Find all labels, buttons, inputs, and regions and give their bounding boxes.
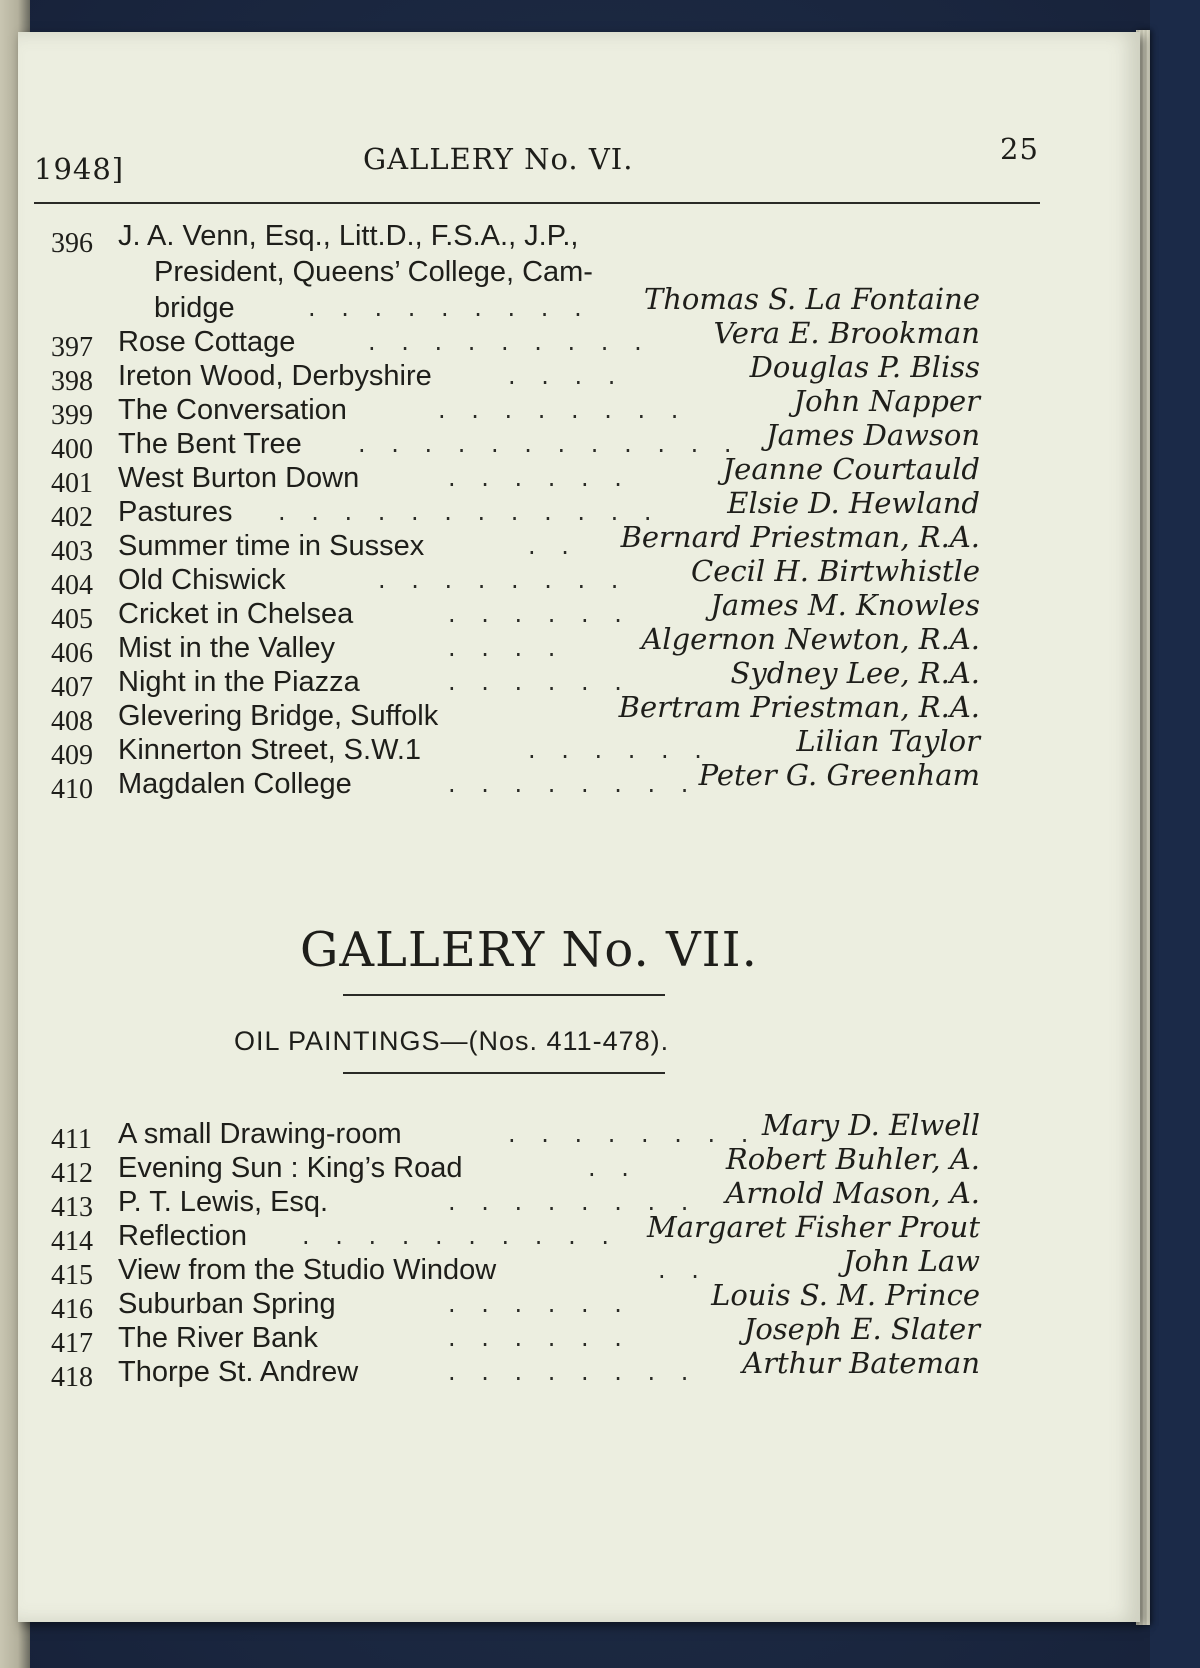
- leader-dots: . . . . . .: [448, 464, 631, 492]
- entry-artist: Vera E. Brookman: [713, 316, 980, 350]
- leader-dots: . . . . . . . . . . . .: [358, 430, 741, 458]
- entry-number: 407: [51, 672, 93, 703]
- entry-title-line: President, Queens’ College, Cam-: [154, 256, 593, 288]
- entry-title: West Burton Down: [118, 462, 360, 494]
- leader-dots: . . . .: [508, 362, 625, 390]
- entry-title: Night in the Piazza: [118, 666, 360, 698]
- entry-title: The Conversation: [118, 394, 347, 426]
- entry-number: 402: [51, 502, 93, 533]
- leader-dots: . .: [658, 1256, 708, 1284]
- leader-dots: . . . . . .: [528, 736, 711, 764]
- leader-dots: . . . . . .: [448, 1324, 631, 1352]
- entry-title: Thorpe St. Andrew: [118, 1356, 359, 1388]
- entry-number: 409: [51, 740, 93, 771]
- entry-artist: Algernon Newton, R.A.: [641, 622, 980, 656]
- entry-artist: Joseph E. Slater: [743, 1312, 980, 1346]
- entry-artist: John Napper: [793, 384, 980, 418]
- entry-number: 408: [51, 706, 93, 737]
- leader-dots: . . . . . . . .: [448, 1358, 698, 1386]
- leader-dots: . . . . . .: [448, 1290, 631, 1318]
- entry-artist: Margaret Fisher Prout: [647, 1210, 980, 1244]
- entry-artist: Bernard Priestman, R.A.: [620, 520, 980, 554]
- section-rule-bottom: [343, 1072, 665, 1074]
- leader-dots: . . . . . . . .: [448, 1188, 698, 1216]
- leader-dots: . . . . . . . .: [378, 566, 628, 594]
- entry-number: 413: [51, 1192, 93, 1223]
- entry-number: 400: [51, 434, 93, 465]
- entry-number: 410: [51, 774, 93, 805]
- leader-dots: . . . .: [448, 634, 565, 662]
- leader-dots: . . . . . . . .: [508, 1120, 758, 1148]
- entry-title: A small Drawing-room: [118, 1118, 402, 1150]
- entry-title: Mist in the Valley: [118, 632, 336, 664]
- entry-title: Summer time in Sussex: [118, 530, 425, 562]
- section-subtitle: OIL PAINTINGS—(Nos. 411-478).: [234, 1026, 670, 1056]
- entry-title: The Bent Tree: [118, 428, 302, 460]
- leader-dots: . . . . . . . . .: [368, 328, 651, 356]
- entry-artist: Peter G. Greenham: [698, 758, 980, 792]
- running-header-year: 1948]: [34, 152, 125, 186]
- leader-dots: . . . . . .: [448, 668, 631, 696]
- entry-number: 396: [51, 228, 93, 259]
- entry-title: Magdalen College: [118, 768, 352, 800]
- entry-title: Kinnerton Street, S.W.1: [118, 734, 422, 766]
- leader-dots: . . . . . . . . .: [308, 294, 591, 322]
- entry-artist: Sydney Lee, R.A.: [730, 656, 980, 690]
- entry-title: Reflection: [118, 1220, 247, 1252]
- entry-title: View from the Studio Window: [118, 1254, 497, 1286]
- entry-number: 401: [51, 468, 93, 499]
- entry-artist: Mary D. Elwell: [761, 1108, 980, 1142]
- entry-number: 406: [51, 638, 93, 669]
- entry-number: 415: [51, 1260, 93, 1291]
- catalogue-page: [18, 32, 1140, 1622]
- entry-number: 416: [51, 1294, 93, 1325]
- entry-title: Cricket in Chelsea: [118, 598, 354, 630]
- entry-artist: Arthur Bateman: [742, 1346, 980, 1380]
- entry-artist: Douglas P. Bliss: [749, 350, 980, 384]
- leader-dots: . . . . . . . . . .: [302, 1222, 618, 1250]
- entry-artist: Bertram Priestman, R.A.: [618, 690, 980, 724]
- entry-artist: James M. Knowles: [710, 588, 980, 622]
- entry-number: 398: [51, 366, 93, 397]
- entry-number: 417: [51, 1328, 93, 1359]
- book-cover-edge: [1150, 0, 1200, 1668]
- entry-number: 405: [51, 604, 93, 635]
- entry-title: The River Bank: [118, 1322, 318, 1354]
- entry-title: Ireton Wood, Derbyshire: [118, 360, 432, 392]
- entry-number: 411: [51, 1124, 92, 1155]
- leader-dots: . . . . . . . .: [448, 770, 698, 798]
- entry-number: 404: [51, 570, 93, 601]
- entry-artist: Robert Buhler, A.: [725, 1142, 980, 1176]
- entry-artist: Elsie D. Hewland: [727, 486, 980, 520]
- entry-title: Glevering Bridge, Suffolk: [118, 700, 439, 732]
- entry-artist: John Law: [842, 1244, 980, 1278]
- entry-title-line: bridge: [154, 292, 235, 324]
- section-rule-top: [343, 994, 665, 996]
- running-header-title: GALLERY No. VI.: [363, 142, 634, 176]
- entry-artist: Lilian Taylor: [796, 724, 980, 758]
- page-number: 25: [1000, 132, 1039, 166]
- leader-dots: . .: [528, 532, 578, 560]
- entry-number: 403: [51, 536, 93, 567]
- leader-dots: . .: [588, 1154, 638, 1182]
- entry-title: Pastures: [118, 496, 233, 528]
- entry-title: Evening Sun : King’s Road: [118, 1152, 463, 1184]
- leader-dots: . . . . . . . . . . . .: [278, 498, 661, 526]
- entry-artist: Cecil H. Birtwhistle: [691, 554, 980, 588]
- leader-dots: . . . . . . . .: [438, 396, 688, 424]
- entry-artist: Jeanne Courtauld: [722, 452, 980, 486]
- entry-number: 399: [51, 400, 93, 431]
- entry-number: 414: [51, 1226, 93, 1257]
- entry-number: 418: [51, 1362, 93, 1393]
- section-heading: GALLERY No. VII.: [300, 922, 758, 978]
- entry-artist: Louis S. M. Prince: [711, 1278, 980, 1312]
- entry-title: P. T. Lewis, Esq.: [118, 1186, 329, 1218]
- entry-artist: James Dawson: [765, 418, 980, 452]
- entry-artist: Thomas S. La Fontaine: [643, 282, 980, 316]
- entry-title: Rose Cottage: [118, 326, 296, 358]
- entry-title: Suburban Spring: [118, 1288, 336, 1320]
- entry-title-line: J. A. Venn, Esq., Litt.D., F.S.A., J.P.,: [118, 220, 579, 252]
- entry-number: 412: [51, 1158, 93, 1189]
- entry-artist: Arnold Mason, A.: [725, 1176, 980, 1210]
- leader-dots: . . . . . .: [448, 600, 631, 628]
- header-rule: [34, 202, 1040, 204]
- entry-title: Old Chiswick: [118, 564, 286, 596]
- entry-number: 397: [51, 332, 93, 363]
